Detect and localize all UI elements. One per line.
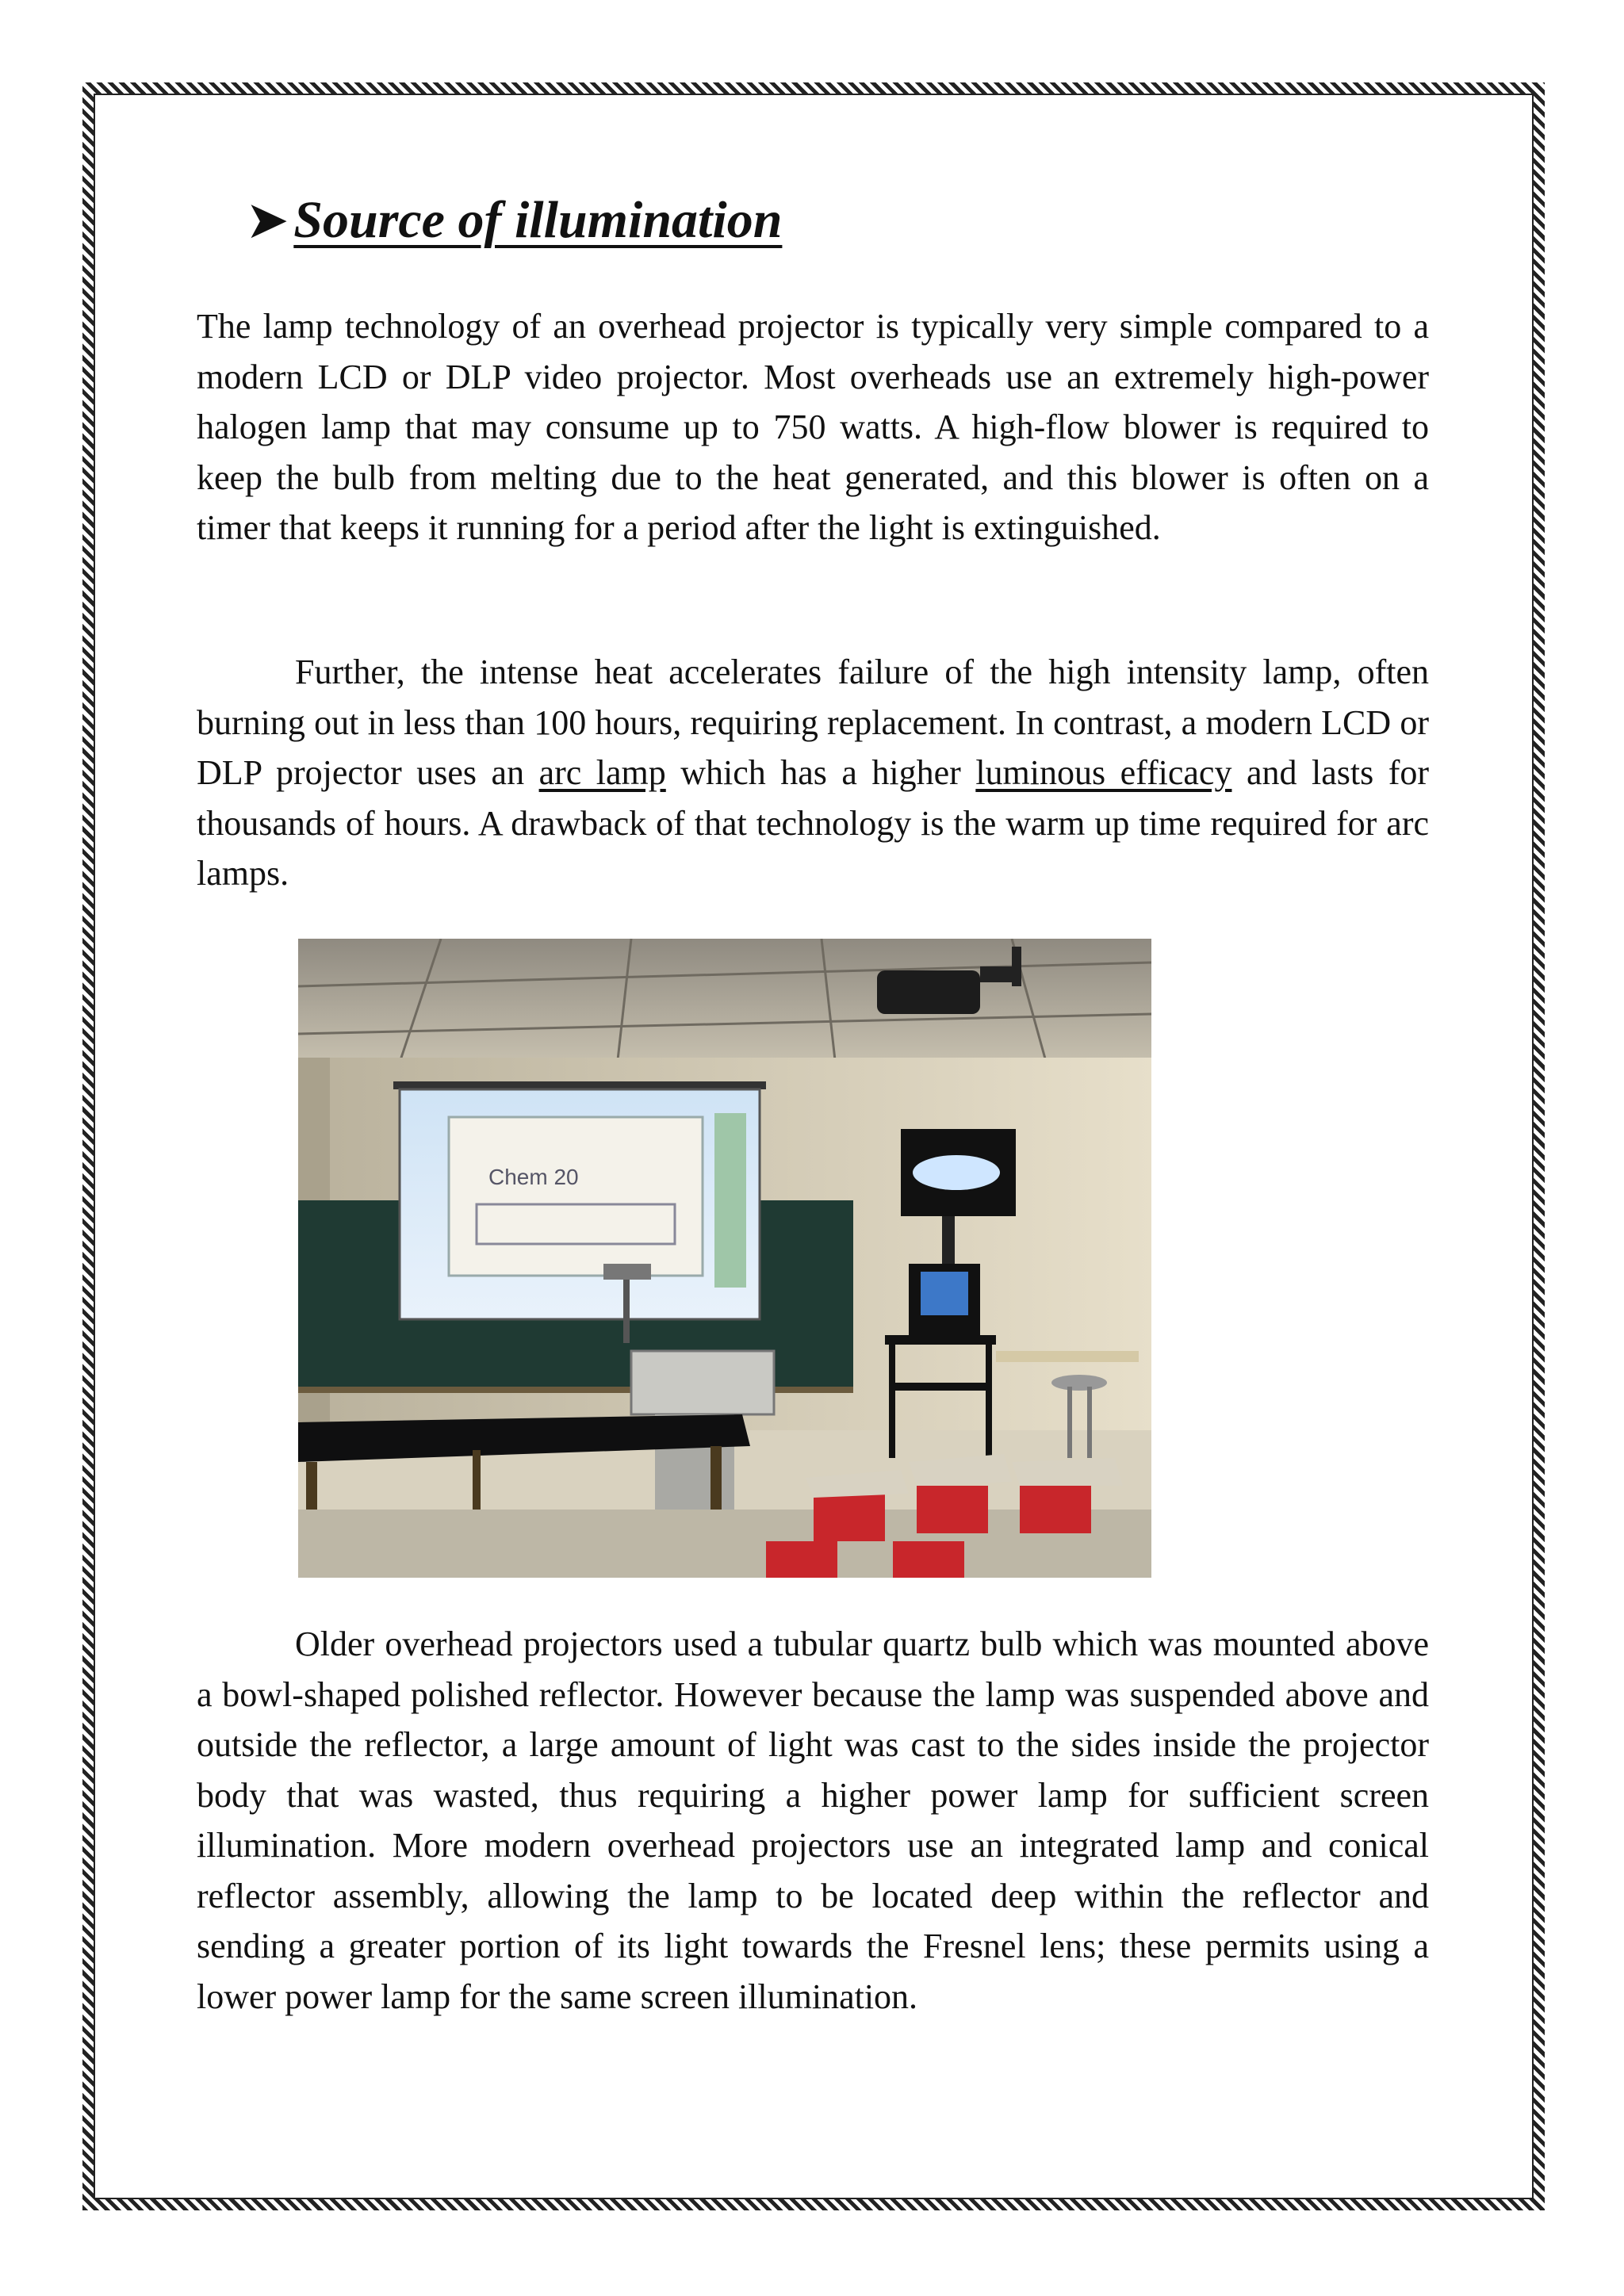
screen-slide-title: Chem 20 [488, 1165, 579, 1189]
section-heading [247, 190, 782, 251]
arrow-bullet-icon: ➤ [247, 194, 288, 247]
arc-lamp-link[interactable]: arc lamp [538, 753, 666, 792]
paragraph-older-projectors: Older overhead projectors used a tubular quartz bulb which was mounted above a bowl-shaped polished reflector. However because the lamp was suspended above and outside the reflector, a large amount of light was cast to the sides inside the projector body that was wasted, thus requiring a higher power lamp for sufficient screen illumination. More modern overhead projectors use an integrated lamp and conical reflector assembly, allowing the lamp to be located deep within the reflector and sending a greater portion of its light towards the Fresnel lens; these permits using a lower power lamp for the same screen illumination. [197, 1624, 1429, 2016]
luminous-efficacy-link[interactable]: luminous efficacy [975, 753, 1232, 792]
paragraph-heat-failure [197, 647, 1429, 899]
paragraph-text: which has a higher [665, 753, 976, 792]
paragraph-lamp-technology: The lamp technology of an overhead projector is typically very simple compared to a modern LCD or DLP video projector. Most overheads use an extremely high-power halogen lamp that may consume up to 750 watts. A high-flow blower is required to keep the bulb from melting due to the heat generated, and this blower is often on a timer that keeps it running for a period after the light is extinguished. [197, 307, 1429, 547]
paragraph-text: Further, the intense heat accelerates failure of the high intensity lamp, often burning out in less than 100 hours, requiring replacement. In contrast, a modern LCD or DLP projector uses an [197, 652, 1429, 792]
classroom-illustration [298, 939, 1151, 1578]
paragraph-text: and lasts for thousands of hours. A drawback of that technology is the warm up time required for arc lamps. [197, 753, 1429, 893]
classroom-projector-photo [298, 939, 1151, 1578]
section-title: Source of illumination [293, 191, 783, 249]
